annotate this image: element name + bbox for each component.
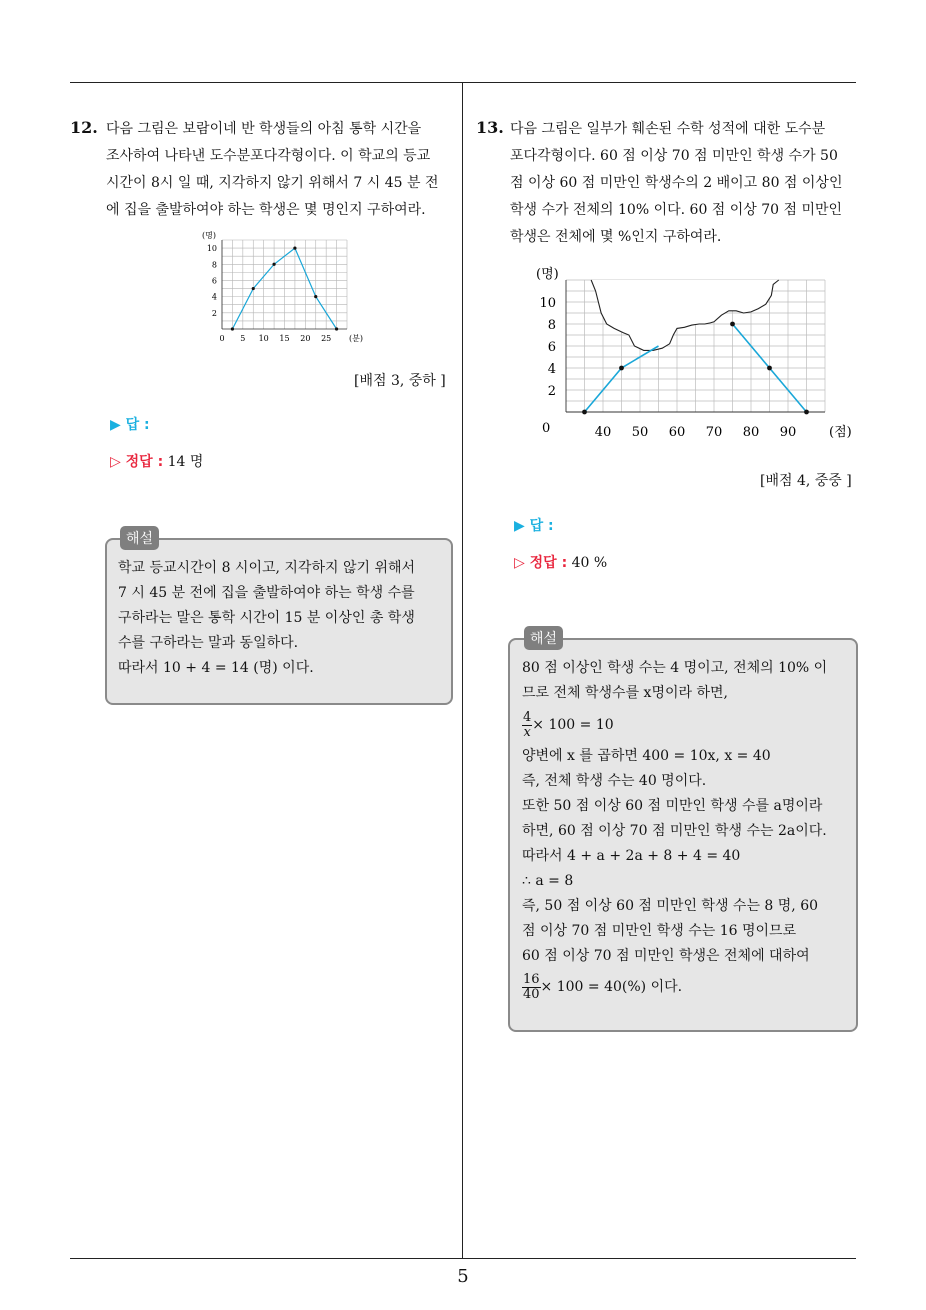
question-13-line: 다음 그림은 일부가 훼손된 수학 성적에 대한 도수분 xyxy=(510,121,826,137)
explanation-line: 양변에 x 를 곱하면 400 = 10x, x = 40 xyxy=(522,748,771,764)
correct-label: ▷ 정답 : xyxy=(514,555,568,571)
data-point xyxy=(767,366,772,371)
x-tick-label: 70 xyxy=(705,425,723,440)
explanation-formula xyxy=(522,969,827,1005)
commute-time-polygon-chart xyxy=(196,228,366,348)
y-tick-label: 8 xyxy=(211,260,217,270)
data-point xyxy=(272,263,275,266)
explanation-line: 구하라는 말은 통학 시간이 15 분 이상인 총 학생 xyxy=(118,610,415,626)
page-number: 5 xyxy=(457,1266,469,1287)
correct-value: 14 명 xyxy=(163,454,204,470)
bottom-rule xyxy=(70,1258,856,1259)
column-divider xyxy=(462,82,463,1258)
formula-rest: × 100 = 10 xyxy=(532,716,614,733)
data-point xyxy=(619,366,624,371)
data-point xyxy=(252,287,255,290)
y-tick-label: 6 xyxy=(211,276,217,286)
question-12-correct-answer xyxy=(110,451,203,471)
explanation-line: 학교 등교시간이 8 시이고, 지각하지 않기 위해서 xyxy=(118,560,416,576)
explanation-line: 따라서 4 + a + 2a + 8 + 4 = 40 xyxy=(522,848,741,864)
x-tick-label: 25 xyxy=(321,334,332,343)
explanation-line: 즉, 50 점 이상 60 점 미만인 학생 수는 8 명, 60 xyxy=(522,898,819,914)
x-tick-label: 15 xyxy=(279,334,290,343)
explanation-line: ∴ a = 8 xyxy=(522,873,574,889)
data-point xyxy=(231,327,234,330)
x-axis-label: (점) xyxy=(829,425,852,440)
data-point xyxy=(314,295,317,298)
x-axis-label: (분) xyxy=(349,334,363,343)
question-13-line: 점 이상 60 점 미만인 학생수의 2 배이고 80 점 이상인 xyxy=(510,175,843,191)
question-13-line: 학생은 전체에 몇 %인지 구하여라. xyxy=(510,229,722,245)
question-13-correct-answer xyxy=(514,552,607,572)
question-12-explanation xyxy=(118,556,415,681)
question-12-text xyxy=(106,116,456,224)
fraction-numerator: 16 xyxy=(523,971,540,987)
question-12-line: 시간이 8시 일 때, 지각하지 않기 위해서 7 시 45 분 전 xyxy=(106,175,439,191)
y-tick-label: 6 xyxy=(547,340,556,355)
question-12-number: 12. xyxy=(70,118,98,137)
y-tick-label: 8 xyxy=(547,318,556,333)
question-13-line: 포다각형이다. 60 점 이상 70 점 미만인 학생 수가 50 xyxy=(510,148,838,164)
x-tick-label: 5 xyxy=(240,334,246,343)
fraction xyxy=(522,973,541,1002)
data-point xyxy=(804,410,809,415)
fraction xyxy=(522,711,532,740)
fraction-numerator: 4 xyxy=(523,709,532,725)
x-tick-label: 60 xyxy=(668,425,686,440)
explanation-line: 7 시 45 분 전에 집을 출발하여야 하는 학생 수를 xyxy=(118,585,415,601)
data-point xyxy=(730,322,735,327)
y-axis-label: (명) xyxy=(536,267,559,282)
x-tick-label: 0 xyxy=(219,334,225,343)
damaged-region-mask xyxy=(591,280,779,350)
question-12-score: [배점 3, 중하 ] xyxy=(354,373,446,389)
question-13-explanation xyxy=(522,656,827,1005)
data-point xyxy=(335,327,338,330)
fraction-denominator: 40 xyxy=(523,986,540,1002)
x-tick-label: 20 xyxy=(300,334,311,343)
y-tick-label: 2 xyxy=(547,384,556,399)
formula-rest: × 100 = 40(%) 이다. xyxy=(540,978,683,995)
fraction-denominator: x xyxy=(523,724,531,740)
explanation-line: 므로 전체 학생수를 x명이라 하면, xyxy=(522,685,728,701)
x-tick-label: 50 xyxy=(631,425,649,440)
y-tick-label: 4 xyxy=(211,292,217,302)
question-12-line: 다음 그림은 보람이네 반 학생들의 아침 통학 시간을 xyxy=(106,121,422,137)
x-tick-label: 10 xyxy=(258,334,269,343)
data-point xyxy=(582,410,587,415)
explanation-line: 80 점 이상인 학생 수는 4 명이고, 전체의 10% 이 xyxy=(522,660,828,676)
correct-value: 40 % xyxy=(567,555,608,571)
x-tick-label: 80 xyxy=(742,425,760,440)
question-13-score: [배점 4, 중중 ] xyxy=(760,473,852,489)
correct-label: ▷ 정답 : xyxy=(110,454,164,470)
y-tick-label: 4 xyxy=(547,362,556,377)
explanation-line: 즉, 전체 학생 수는 40 명이다. xyxy=(522,773,707,789)
explanation-line: 또한 50 점 이상 60 점 미만인 학생 수를 a명이라 xyxy=(522,798,823,814)
question-12-line: 에 집을 출발하여야 하는 학생은 몇 명인지 구하여라. xyxy=(106,202,426,218)
y-tick-label: 2 xyxy=(211,308,217,318)
question-13-text xyxy=(510,116,860,251)
math-score-polygon-chart xyxy=(530,264,852,444)
explanation-tag: 해설 xyxy=(120,526,159,550)
question-13-line: 학생 수가 전체의 10% 이다. 60 점 이상 70 점 미만인 xyxy=(510,202,843,218)
origin-label: 0 xyxy=(542,421,551,436)
y-axis-label: (명) xyxy=(202,231,216,240)
question-12-line: 조사하여 나타낸 도수분포다각형이다. 이 학교의 등교 xyxy=(106,148,431,164)
y-tick-label: 10 xyxy=(539,296,556,311)
question-12-answer-label: ▶ 답 : xyxy=(110,417,150,433)
explanation-line: 60 점 이상 70 점 미만인 학생은 전체에 대하여 xyxy=(522,948,810,964)
top-rule xyxy=(70,82,856,83)
question-13-number: 13. xyxy=(476,118,504,137)
question-13-answer-label: ▶ 답 : xyxy=(514,518,554,534)
x-tick-label: 90 xyxy=(779,425,797,440)
y-tick-label: 10 xyxy=(206,244,217,254)
explanation-formula xyxy=(522,706,827,744)
explanation-line: 따라서 10 + 4 = 14 (명) 이다. xyxy=(118,660,314,676)
explanation-line: 수를 구하라는 말과 동일하다. xyxy=(118,635,299,651)
data-point xyxy=(293,246,296,249)
x-tick-label: 40 xyxy=(594,425,612,440)
explanation-line: 하면, 60 점 이상 70 점 미만인 학생 수는 2a이다. xyxy=(522,823,827,839)
explanation-tag: 해설 xyxy=(524,626,563,650)
explanation-line: 점 이상 70 점 미만인 학생 수는 16 명이므로 xyxy=(522,923,797,939)
